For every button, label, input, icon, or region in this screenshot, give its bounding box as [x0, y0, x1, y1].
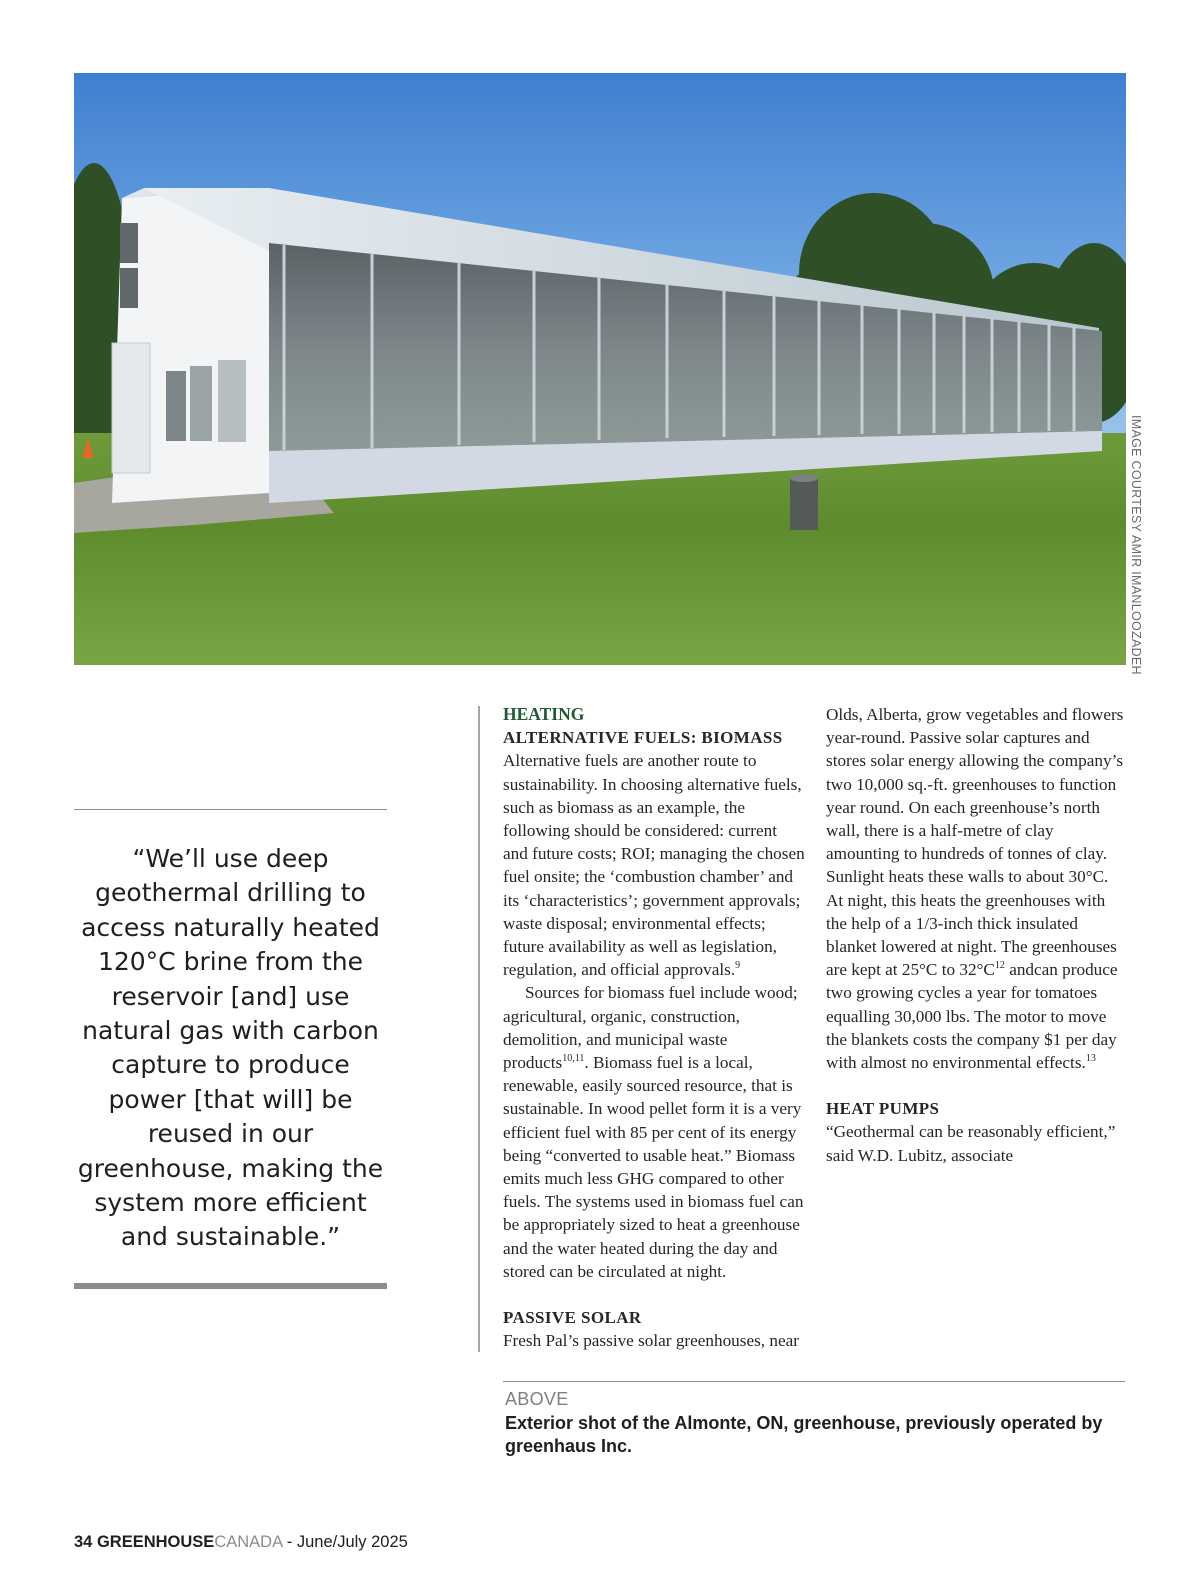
biomass-paragraph-2: [503, 981, 805, 1283]
pullquote-bottom-rule: [74, 1283, 387, 1289]
section-heading-passive-solar: PASSIVE SOLAR: [503, 1308, 642, 1328]
section-kicker: HEATING: [503, 704, 585, 724]
footnote-ref: 12: [994, 960, 1005, 972]
issue-date: - June/July 2025: [286, 1533, 408, 1551]
biomass-paragraph-1: [503, 749, 805, 981]
section-heading-heat-pumps: HEAT PUMPS: [826, 1099, 940, 1119]
biomass-paragraph-2-text-a: Sources for biomass fuel include wood; agricultural, organic, construction, demolition, and municipal waste products: [503, 983, 798, 1073]
photo-credit-text: IMAGE COURTESY AMIR IMANLOOZADEH: [1129, 415, 1143, 675]
passive-solar-paragraph: [503, 1329, 805, 1352]
magazine-name-bold: GREENHOUSE: [96, 1533, 215, 1551]
biomass-paragraph-1-text: Alternative fuels are another route to sustainability. In choosing alternative fuels, such as biomass as an example, the following should be considered: current and future costs; ROI; managing the chosen fuel onsite; the ‘combustion chamber’ and its ‘characteristics’; government approvals; waste disposal; environmental effects; future availability as well as legislation, regulation, and official approvals.: [503, 751, 805, 980]
passive-solar-text-b: can produce two growing cycles a year for tomatoes equalling 30,000 lbs. The motor to move the blankets costs the company $1 per day with almost no environmental effects.: [826, 960, 1118, 1073]
biomass-paragraph-2-text-b: . Biomass fuel is a local, renewable, easily sourced resource, that is sustainable. In wood pellet form it is a very efficient fuel with 85 per cent of its energy being “converted to usable heat.” Biomass emits much less GHG compared to other fuels. The systems used in biomass fuel can be appropriately sized to heat a greenhouse and the water heated during the day and stored can be circulated at night.: [503, 1053, 804, 1281]
footnote-ref: 10,11: [562, 1053, 585, 1065]
footnote-ref: 9: [735, 960, 741, 972]
caption-text: Exterior shot of the Almonte, ON, greenhouse, previously operated by greenhaus Inc.: [505, 1413, 1103, 1456]
page-footer: [74, 1533, 408, 1552]
article-column-1: [503, 703, 805, 1352]
photo-credit: [1125, 415, 1149, 675]
section-heading-biomass: ALTERNATIVE FUELS: BIOMASS: [503, 728, 783, 748]
article-column-2: [826, 703, 1126, 1167]
footnote-ref: 13: [1085, 1053, 1096, 1065]
caption-rule: [503, 1381, 1125, 1382]
passive-solar-paragraph-continued: [826, 703, 1126, 1074]
caption-label: ABOVE: [505, 1389, 569, 1409]
magazine-name-light: CANADA: [214, 1533, 283, 1551]
pullquote: “We’ll use deep geothermal drilling to access naturally heated 120°C brine from the reservoir [and] use natural gas with carbon capture to produce power [that will] be reused in our greenhouse, making the system more efficient and sustainable.”: [77, 844, 384, 1252]
page-number: 34: [74, 1533, 93, 1551]
passive-solar-text-b: and: [1004, 960, 1035, 980]
heat-pumps-paragraph: “Geothermal can be reasonably efficient,” said W.D. Lubitz, associate: [826, 1122, 1116, 1165]
pullquote-top-rule: [74, 809, 387, 810]
greenhouse-photo: [74, 73, 1126, 665]
passive-solar-text-a: Fresh Pal’s passive solar greenhouses, near: [503, 1331, 799, 1351]
column-divider: [478, 706, 480, 1352]
passive-solar-text-a: Olds, Alberta, grow vegetables and flowers year-round. Passive solar captures and stores solar energy allowing the company’s two 10,000 sq.-ft. greenhouses to function year round. On each greenhouse’s north wall, there is a half-metre of clay amounting to hundreds of tonnes of clay. Sunlight heats these walls to about 30°C. At night, this heats the greenhouses with the help of a 1/3-inch thick insulated blanket lowered at night. The greenhouses are kept at 25°C to 32°C: [826, 705, 1124, 980]
